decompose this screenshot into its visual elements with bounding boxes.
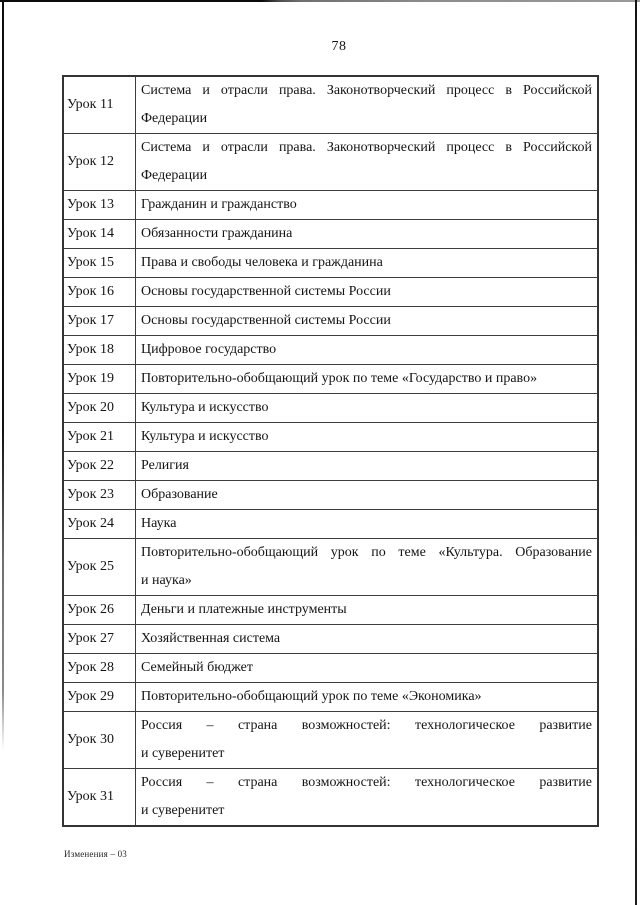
table-row (63, 365, 598, 394)
topic-line: и наука» (141, 573, 192, 588)
table-row (63, 249, 598, 278)
table-row (63, 191, 598, 220)
topic-line: и суверенитет (141, 746, 225, 761)
table-row (63, 336, 598, 365)
topic-line: Россия – страна возможностей: технологическое развитие (141, 718, 592, 733)
lesson-number-cell: Урок 14 (63, 220, 136, 249)
lesson-number-cell: Урок 13 (63, 191, 136, 220)
lesson-topic-cell (136, 365, 599, 394)
table-row (63, 769, 598, 827)
topic-line: Россия – страна возможностей: технологическое развитие (141, 775, 592, 790)
topic-line: и суверенитет (141, 803, 225, 818)
table-row (63, 539, 598, 596)
lesson-topic-cell (136, 134, 599, 191)
lesson-number-cell: Урок 11 (63, 76, 136, 134)
topic-line: Система и отрасли права. Законотворческий процесс в Российской (141, 83, 592, 98)
topic-line: Федерации (141, 111, 208, 126)
table-row (63, 307, 598, 336)
lesson-number-cell: Урок 21 (63, 423, 136, 452)
topic-line: Повторительно-обобщающий урок по теме «Экономика» (141, 689, 482, 704)
topic-line: Основы государственной системы России (141, 313, 391, 328)
topic-line: Права и свободы человека и гражданина (141, 255, 383, 270)
table-row (63, 134, 598, 191)
lesson-schedule-table (62, 75, 599, 827)
lesson-number-cell: Урок 17 (63, 307, 136, 336)
lesson-topic-cell (136, 249, 599, 278)
lesson-topic-cell (136, 423, 599, 452)
lesson-topic-cell (136, 307, 599, 336)
lesson-number-cell: Урок 15 (63, 249, 136, 278)
lesson-number-cell: Урок 23 (63, 481, 136, 510)
lesson-number-cell: Урок 12 (63, 134, 136, 191)
page-number: 78 (331, 39, 347, 54)
lesson-topic-cell (136, 654, 599, 683)
topic-line: Религия (141, 458, 189, 473)
lesson-topic-cell (136, 336, 599, 365)
lesson-number-cell: Урок 28 (63, 654, 136, 683)
topic-line: Система и отрасли права. Законотворческий процесс в Российской (141, 140, 592, 155)
lesson-table-body (63, 76, 598, 826)
topic-line: Федерации (141, 168, 208, 183)
topic-line: Обязанности гражданина (141, 226, 293, 241)
lesson-topic-cell (136, 712, 599, 769)
table-row (63, 76, 598, 134)
topic-line: Гражданин и гражданство (141, 197, 297, 212)
table-row (63, 394, 598, 423)
lesson-topic-cell (136, 452, 599, 481)
lesson-topic-cell (136, 539, 599, 596)
table-row (63, 220, 598, 249)
lesson-topic-cell (136, 76, 599, 134)
lesson-topic-cell (136, 191, 599, 220)
lesson-number-cell: Урок 16 (63, 278, 136, 307)
topic-line: Повторительно-обобщающий урок по теме «Государство и право» (141, 371, 538, 386)
scan-edge-right (635, 0, 637, 905)
lesson-number-cell: Урок 19 (63, 365, 136, 394)
lesson-topic-cell (136, 510, 599, 539)
table-row (63, 423, 598, 452)
topic-line: Цифровое государство (141, 342, 277, 357)
footer-revision-note: Изменения – 03 (64, 849, 128, 859)
topic-line: Семейный бюджет (141, 660, 253, 675)
lesson-number-cell: Урок 31 (63, 769, 136, 827)
topic-line: Хозяйственная система (141, 631, 281, 646)
lesson-number-cell: Урок 30 (63, 712, 136, 769)
lesson-number-cell: Урок 27 (63, 625, 136, 654)
lesson-number-cell: Урок 24 (63, 510, 136, 539)
table-row (63, 452, 598, 481)
topic-line: Повторительно-обобщающий урок по теме «Культура. Образование (141, 545, 592, 560)
lesson-topic-cell (136, 278, 599, 307)
lesson-number-cell: Урок 29 (63, 683, 136, 712)
topic-line: Культура и искусство (141, 400, 269, 415)
table-row (63, 654, 598, 683)
lesson-topic-cell (136, 394, 599, 423)
lesson-topic-cell (136, 625, 599, 654)
topic-line: Образование (141, 487, 218, 502)
lesson-topic-cell (136, 220, 599, 249)
table-row (63, 481, 598, 510)
lesson-topic-cell (136, 769, 599, 827)
lesson-topic-cell (136, 481, 599, 510)
table-row (63, 683, 598, 712)
lesson-number-cell: Урок 18 (63, 336, 136, 365)
table-row (63, 510, 598, 539)
topic-line: Деньги и платежные инструменты (141, 602, 347, 617)
lesson-topic-cell (136, 596, 599, 625)
lesson-number-cell: Урок 20 (63, 394, 136, 423)
topic-line: Культура и искусство (141, 429, 269, 444)
table-row (63, 278, 598, 307)
lesson-topic-cell (136, 683, 599, 712)
topic-line: Основы государственной системы России (141, 284, 391, 299)
table-row (63, 596, 598, 625)
scan-edge-top (0, 0, 640, 2)
lesson-number-cell: Урок 25 (63, 539, 136, 596)
lesson-number-cell: Урок 22 (63, 452, 136, 481)
lesson-number-cell: Урок 26 (63, 596, 136, 625)
scan-edge-left (2, 0, 4, 750)
table-row (63, 712, 598, 769)
table-row (63, 625, 598, 654)
topic-line: Наука (141, 516, 177, 531)
